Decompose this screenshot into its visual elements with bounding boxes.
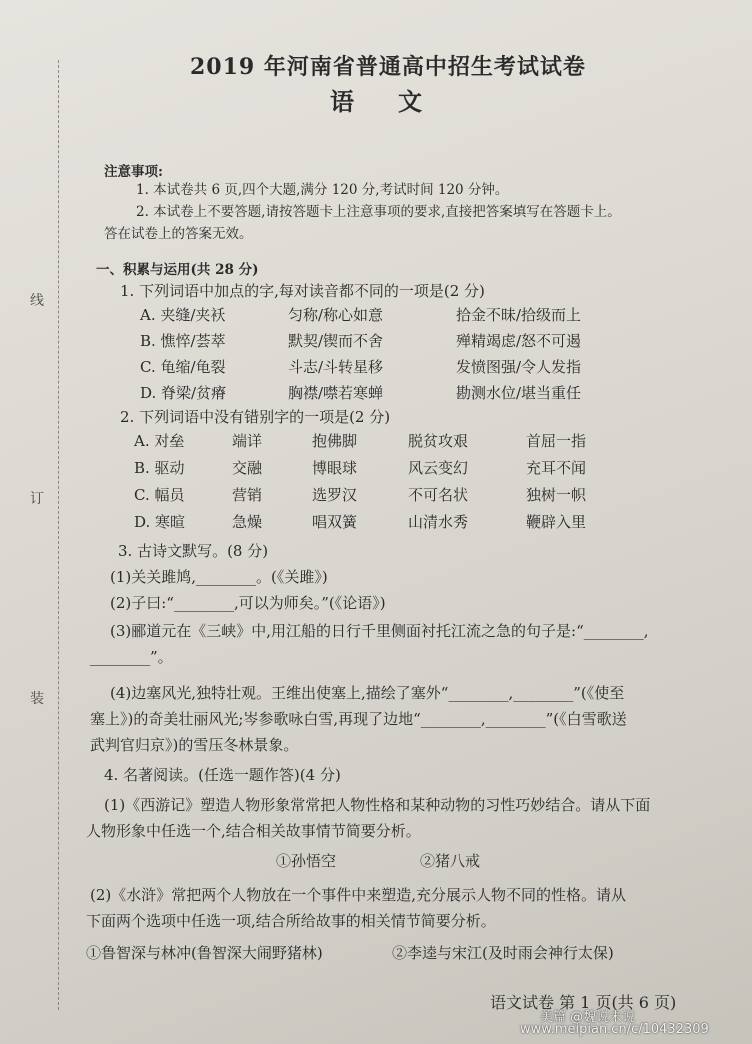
q4-part-2a: (2)《水浒》常把两个人物放在一个事件中来塑造,充分展示人物不同的性格。请从 [90,886,627,904]
q3-part-1: (1)关关雎鸠,________。(《关雎》) [110,568,328,586]
q2-a-c3: 抱佛脚 [312,432,358,450]
q2-d-c2: 急燥 [232,513,263,531]
q2-d-label: D. 寒暄 [134,513,186,531]
margin-char-line: 线 [30,293,44,309]
q2-b-c2: 交融 [232,459,263,477]
q2-b-c4: 风云变幻 [408,459,469,477]
q2-a-label: A. 对垒 [134,432,185,450]
margin-char-zhuang: 装 [30,691,44,707]
q1-a-c2: 匀称/称心如意 [288,306,384,324]
q1-c-c3: 发愤图强/令人发指 [456,358,582,376]
notice-item-1: 1. 本试卷共 6 页,四个大题,满分 120 分,考试时间 120 分钟。 [136,182,509,198]
q4-stem: 4. 名著阅读。(任选一题作答)(4 分) [104,766,341,784]
q1-b-c3: 殚精竭虑/怒不可遏 [456,332,582,350]
notice-heading: 注意事项: [104,164,163,180]
q4-option-sunwukong: ①孙悟空 [276,852,337,870]
page-footer: 语文试卷 第 1 页(共 6 页) [490,993,677,1012]
margin-char-ding: 订 [30,491,44,507]
section-heading: 一、积累与运用(共 28 分) [96,262,259,278]
q1-d-c2: 胸襟/噤若寒蝉 [288,384,384,402]
q2-c-c5: 独树一帜 [526,486,587,504]
q2-c-c3: 选罗汉 [312,486,358,504]
q3-part-3b: ________”。 [90,648,173,666]
q4-option-likui-songjiang: ②李逵与宋江(及时雨会神行太保) [392,944,614,962]
q1-c-c2: 斗志/斗转星移 [288,358,384,376]
q3-part-2: (2)子曰:“________,可以为师矣。”(《论语》) [110,594,386,612]
q4-option-luzhishen-linchong: ①鲁智深与林冲(鲁智深大闹野猪林) [86,944,323,962]
q1-a-c3: 拾金不昧/拾级而上 [456,306,582,324]
q2-c-c2: 营销 [232,486,263,504]
q2-c-label: C. 幅员 [134,486,185,504]
exam-subject: 语文 [330,87,466,116]
watermark-url: www.meipian.cn/c/10432309 [520,1022,709,1037]
watermark-author: 美篇 @魏说未说 [540,1010,636,1025]
q2-a-c4: 脱贫攻艰 [408,432,469,450]
q2-a-c5: 首屈一指 [526,432,587,450]
binding-margin-line [58,60,59,1010]
q1-stem: 1. 下列词语中加点的字,每对读音都不同的一项是(2 分) [120,282,485,300]
q1-b-c2: 默契/锲而不舍 [288,332,384,350]
q3-part-3a: (3)郦道元在《三峡》中,用江船的日行千里侧面衬托江流之急的句子是:“________, [110,622,649,640]
q2-a-c2: 端详 [232,432,263,450]
notice-item-2b: 答在试卷上的答案无效。 [104,226,253,242]
q2-d-c4: 山清水秀 [408,513,469,531]
q1-d-c3: 勘测水位/堪当重任 [456,384,582,402]
q4-part-1b: 人物形象中任选一个,结合相关故事情节简要分析。 [86,822,421,840]
q2-c-c4: 不可名状 [408,486,469,504]
q4-option-zhubajie: ②猪八戒 [420,852,481,870]
q1-d-label: D. 脊梁/贫瘠 [140,384,227,402]
q2-d-c5: 鞭辟入里 [526,513,587,531]
q1-c-label: C. 龟缩/龟裂 [140,358,226,376]
notice-item-2: 2. 本试卷上不要答题,请按答题卡上注意事项的要求,直接把答案填写在答题卡上。 [136,204,621,220]
q3-part-4a: (4)边塞风光,独特壮观。王维出使塞上,描绘了塞外“________,________”(《使至 [110,684,625,702]
q4-part-1a: (1)《西游记》塑造人物形象常常把人物性格和某种动物的习性巧妙结合。请从下面 [104,796,651,814]
q2-b-c5: 充耳不闻 [526,459,587,477]
q4-part-2b: 下面两个选项中任选一项,结合所给故事的相关情节简要分析。 [86,912,496,930]
q1-a-label: A. 夹缝/夹袄 [140,306,226,324]
q3-part-4c: 武判官归京》)的雪压冬林景象。 [90,736,299,754]
q2-b-c3: 博眼球 [312,459,358,477]
q3-stem: 3. 古诗文默写。(8 分) [118,542,269,560]
q2-d-c3: 唱双簧 [312,513,358,531]
q2-stem: 2. 下列词语中没有错别字的一项是(2 分) [120,408,391,426]
q1-b-label: B. 憔悴/荟萃 [140,332,226,350]
exam-title: 2019 年河南省普通高中招生考试试卷 [190,54,586,80]
q3-part-4b: 塞上》)的奇美壮丽风光;岑参歌咏白雪,再现了边地“________,________”(《白雪歌送 [90,710,627,728]
q2-b-label: B. 驱动 [134,459,185,477]
